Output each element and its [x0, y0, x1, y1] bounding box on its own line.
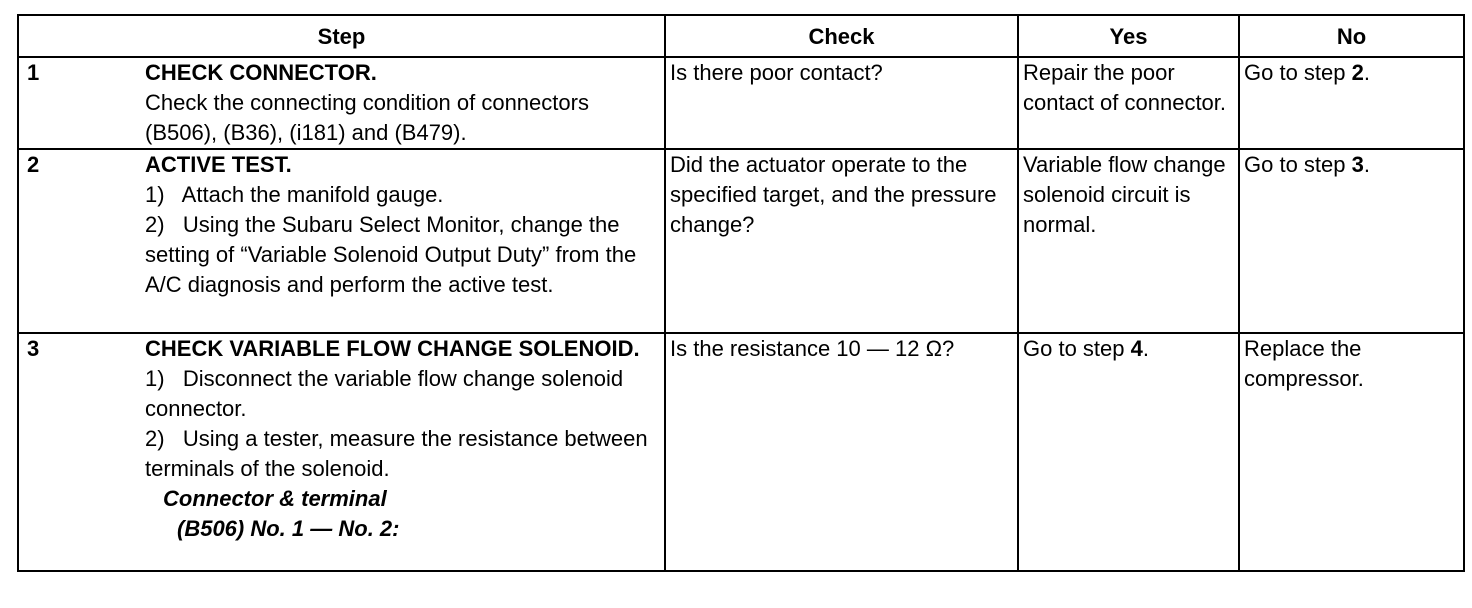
check-cell: Is the resistance 10 — 12 Ω?: [665, 333, 1018, 571]
check-cell: Did the actuator operate to the specified target, and the pressure change?: [665, 149, 1018, 333]
yes-cell: [1018, 333, 1239, 571]
table-header-row: [18, 15, 1464, 57]
no-cell: Replace the compressor.: [1239, 333, 1464, 571]
header-check: Check: [665, 15, 1018, 57]
step-title: ACTIVE TEST.: [145, 152, 292, 177]
step-cell: [18, 333, 665, 571]
yes-suffix: .: [1142, 336, 1149, 361]
table-row: [18, 333, 1464, 571]
step-instruction: 1) Disconnect the variable flow change solenoid connector.: [145, 366, 624, 421]
step-instruction: 1) Attach the manifold gauge.: [145, 182, 444, 207]
step-instruction: 2) Using a tester, measure the resistance between terminals of the solenoid.: [145, 426, 648, 481]
step-cell: [18, 149, 665, 333]
step-number: 2: [27, 152, 40, 177]
table-row: [18, 57, 1464, 149]
step-cell: [18, 57, 665, 149]
no-text: Go to step: [1244, 60, 1352, 85]
step-title: CHECK VARIABLE FLOW CHANGE SOLENOID.: [145, 336, 640, 361]
header-no: No: [1239, 15, 1464, 57]
check-cell: Is there poor contact?: [665, 57, 1018, 149]
next-step-number: 4: [1130, 336, 1143, 361]
step-number: 1: [27, 60, 40, 85]
no-suffix: .: [1363, 152, 1370, 177]
yes-cell: Variable flow change solenoid circuit is normal.: [1018, 149, 1239, 333]
header-yes: Yes: [1018, 15, 1239, 57]
no-suffix: .: [1363, 60, 1370, 85]
step-instruction: 2) Using the Subaru Select Monitor, change the setting of “Variable Solenoid Output Duty” from the A/C diagnosis and perform the active test.: [145, 212, 637, 297]
no-cell: [1239, 57, 1464, 149]
spec-label: Connector & terminal: [163, 486, 387, 511]
step-instruction: Check the connecting condition of connectors (B506), (B36), (i181) and (B479).: [145, 90, 589, 145]
header-step: Step: [18, 15, 665, 57]
no-text: Go to step: [1244, 152, 1352, 177]
no-cell: [1239, 149, 1464, 333]
step-title: CHECK CONNECTOR.: [145, 60, 377, 85]
table-row: [18, 149, 1464, 333]
diagnostic-procedure-table: [17, 14, 1465, 572]
yes-text: Go to step: [1023, 336, 1131, 361]
spec-value: (B506) No. 1 — No. 2:: [177, 516, 400, 541]
next-step-number: 3: [1351, 152, 1364, 177]
step-number: 3: [27, 336, 40, 361]
yes-cell: Repair the poor contact of connector.: [1018, 57, 1239, 149]
next-step-number: 2: [1351, 60, 1364, 85]
